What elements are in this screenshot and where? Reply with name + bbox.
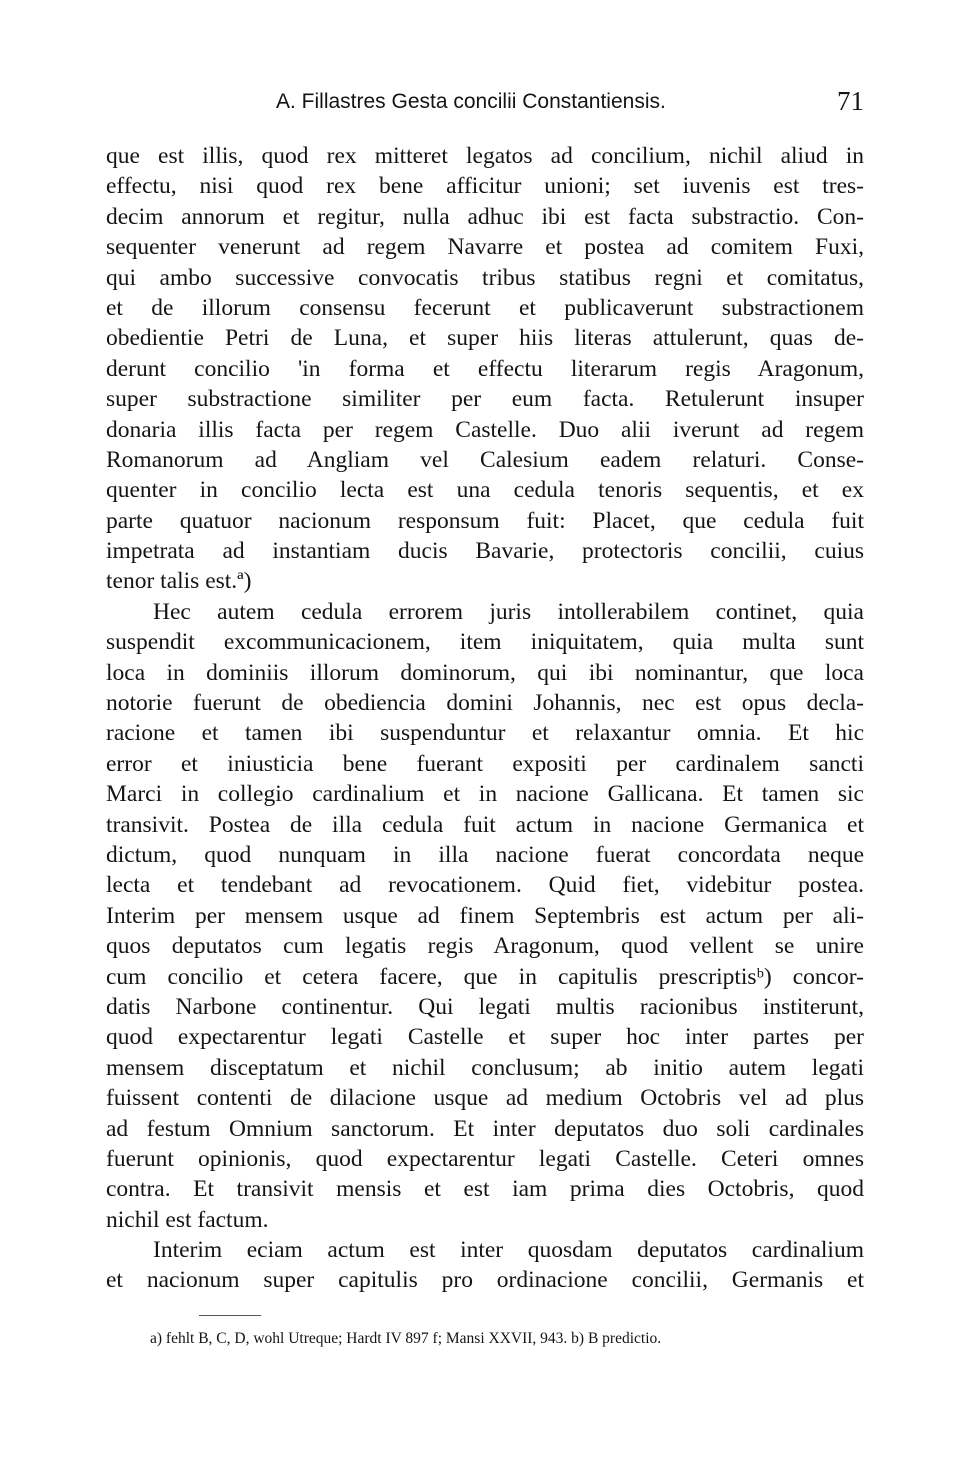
text-line: suspendit excommunicacionem, item iniquitatem, quia multa sunt [106,629,864,656]
text-line: quos deputatos cum legatis regis Aragonum, quod vellent se unire [106,933,864,960]
text-line: qui ambo successive convocatis tribus statibus regni et comitatus, [106,264,864,291]
text-line: parte quatuor nacionum responsum fuit: Placet, que cedula fuit [106,507,864,534]
text-line: notorie fuerunt de obediencia domini Johannis, nec est opus decla- [106,690,864,717]
text-line: lecta et tendebant ad revocationem. Quid fiet, videbitur postea. [106,872,864,899]
text-line: que est illis, quod rex mitteret legatos ad concilium, nichil aliud in [106,143,864,169]
text-line: loca in dominiis illorum dominorum, qui ibi nominantur, que loca [106,659,864,686]
text-line: sequenter venerunt ad regem Navarre et postea ad comitem Fuxi, [106,234,864,261]
text-line: tenor talis est.ª) [106,568,252,595]
text-line: transivit. Postea de illa cedula fuit actum in nacione Germanica et [106,811,864,838]
text-line: decim annorum et regitur, nulla adhuc ibi est facta substractio. Con- [106,203,864,230]
text-line: obedientie Petri de Luna, et super hiis literas attulerunt, quas de- [106,325,864,352]
text-line: contra. Et transivit mensis et est iam prima dies Octobris, quod [106,1176,864,1203]
text-line: fuerunt opinionis, quod expectarentur legati Castelle. Ceteri omnes [106,1145,864,1172]
text-line: effectu, nisi quod rex bene afficitur unioni; set iuvenis est tres- [106,173,864,200]
footnote-rule [199,1315,261,1316]
footnotes: a) fehlt B, C, D, wohl Utreque; Hardt IV 897 f; Mansi XXVII, 943. b) B predictio. [150,1330,662,1347]
text-line: super substractione similiter per eum facta. Retulerunt insuper [106,386,864,413]
text-line: dictum, quod nunquam in illa nacione fuerat concordata neque [106,841,864,868]
text-line: impetrata ad instantiam ducis Bavarie, protectoris concilii, cuius [106,538,864,565]
text-line: fuissent contenti de dilacione usque ad medium Octobris vel ad plus [106,1085,864,1112]
text-line: racione et tamen ibi suspenduntur et relaxantur omnia. Et hic [106,720,864,747]
running-title: A. Fillastres Gesta concilii Constantiensis. [276,90,666,113]
text-line: mensem disceptatum et nichil conclusum; ab initio autem legati [106,1054,864,1081]
text-line: nichil est factum. [106,1206,269,1233]
text-line: et nacionum super capitulis pro ordinacione concilii, Germanis et [106,1267,864,1294]
text-line: quod expectarentur legati Castelle et super hoc inter partes per [106,1024,864,1051]
text-line: quenter in concilio lecta est una cedula tenoris sequentis, et ex [106,477,864,504]
text-line: Romanorum ad Angliam vel Calesium eadem relaturi. Conse- [106,446,864,473]
text-line: error et iniusticia bene fuerant expositi per cardinalem sancti [106,750,864,777]
running-header [106,86,864,126]
text-line: datis Narbone continentur. Qui legati multis racionibus institerunt, [106,993,864,1020]
text-line: et de illorum consensu fecerunt et publicaverunt substractionem [106,294,864,321]
paragraph-start-line: Hec autem cedula errorem juris intollerabilem continet, quia [153,598,864,625]
text-line: derunt concilio 'in forma et effectu literarum regis Aragonum, [106,355,864,382]
text-line: donaria illis facta per regem Castelle. Duo alii iverunt ad regem [106,416,864,443]
paragraph-start-line: Interim eciam actum est inter quosdam deputatos cardinalium [153,1237,864,1264]
main-text [106,141,864,1296]
text-line: cum concilio et cetera facere, que in capitulis prescriptisᵇ) concor- [106,963,864,990]
page-number: 71 [837,86,864,116]
text-line: Interim per mensem usque ad finem Septembris est actum per ali- [106,902,864,929]
text-line: Marci in collegio cardinalium et in nacione Gallicana. Et tamen sic [106,781,864,808]
text-line: ad festum Omnium sanctorum. Et inter deputatos duo soli cardinales [106,1115,864,1142]
